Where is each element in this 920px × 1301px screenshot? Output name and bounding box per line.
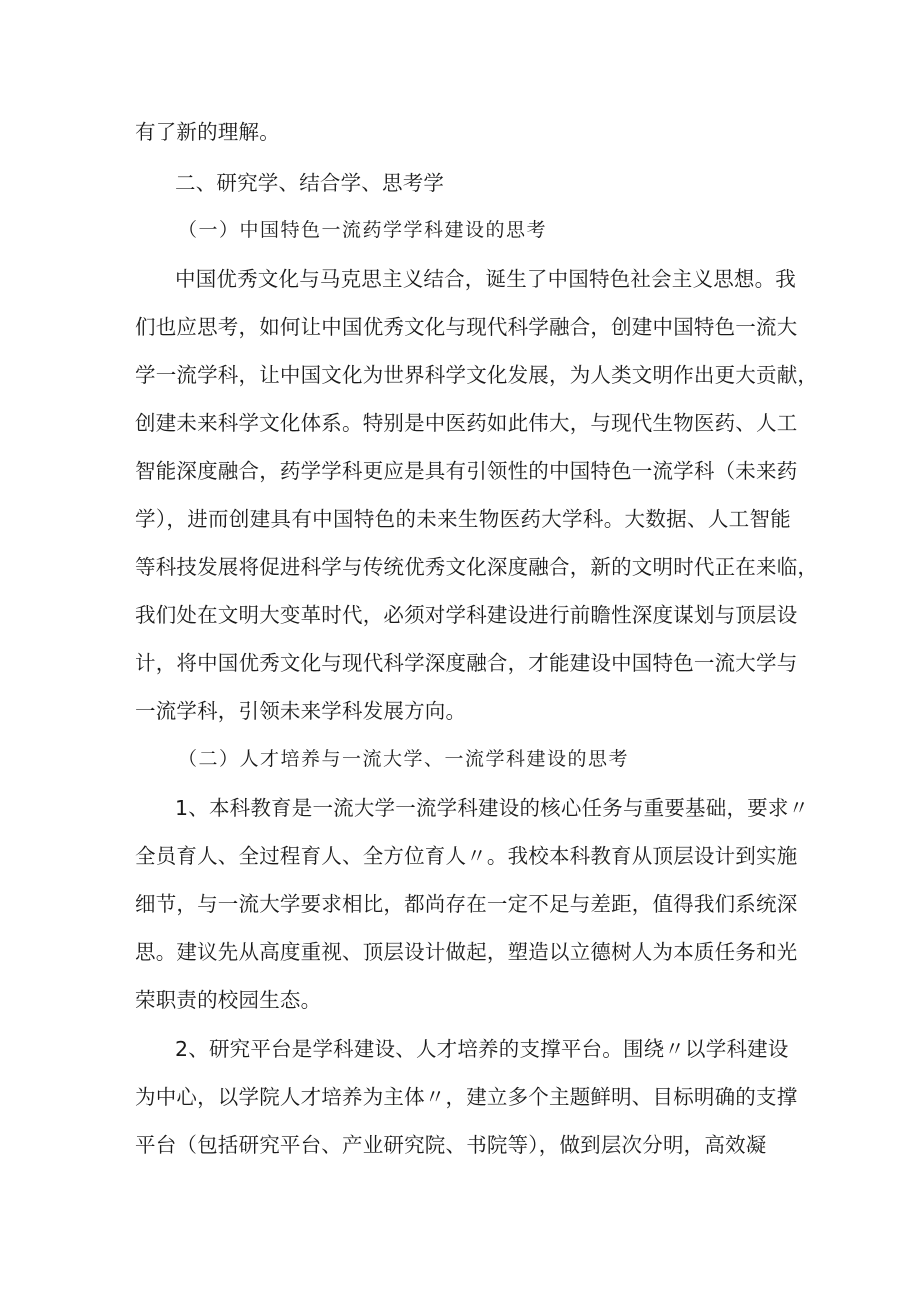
- paragraph-line: 创建未来科学文化体系。特别是中医药如此伟大，与现代生物医药、人工: [135, 411, 798, 435]
- paragraph-line: 学），进而创建具有中国特色的未来生物医药大学科。大数据、人工智能: [135, 507, 791, 531]
- paragraph-line: 有了新的理解。: [135, 120, 280, 144]
- paragraph-line: 全员育人、全过程育人、全方位育人〃。我校本科教育从顶层设计到实施: [135, 844, 798, 868]
- paragraph-line: 思。建议先从高度重视、顶层设计做起，塑造以立德树人为本质任务和光: [135, 940, 798, 964]
- paragraph-line: 2、研究平台是学科建设、人才培养的支撑平台。围绕〃以学科建设: [175, 1037, 789, 1061]
- section-heading: 二、研究学、结合学、思考学: [175, 171, 445, 195]
- paragraph-line: 我们处在文明大变革时代，必须对学科建设进行前瞻性深度谋划与顶层设: [135, 603, 798, 627]
- paragraph-line: 计，将中国优秀文化与现代科学深度融合，才能建设中国特色一流大学与: [135, 651, 798, 675]
- paragraph-line: 智能深度融合，药学学科更应是具有引领性的中国特色一流学科（未来药: [135, 459, 798, 483]
- paragraph-line: 为中心，以学院人才培养为主体〃，建立多个主题鲜明、目标明确的支撑: [135, 1085, 798, 1109]
- paragraph-line: 细节，与一流大学要求相比，都尚存在一定不足与差距，值得我们系统深: [135, 892, 798, 916]
- paragraph-line: 等科技发展将促进科学与传统优秀文化深度融合，新的文明时代正在来临，: [135, 555, 819, 579]
- paragraph-line: 1、本科教育是一流大学一流学科建设的核心任务与重要基础，要求〃: [175, 796, 810, 820]
- paragraph-line: 荣职责的校园生态。: [135, 988, 322, 1012]
- subsection-heading: （一）中国特色一流药学学科建设的思考: [178, 219, 548, 241]
- paragraph-line: 一流学科，引领未来学科发展方向。: [135, 699, 467, 723]
- subsection-heading: （二）人才培养与一流大学、一流学科建设的思考: [178, 748, 630, 770]
- paragraph-line: 学一流学科，让中国文化为世界科学文化发展，为人类文明作出更大贡献，: [135, 363, 819, 387]
- paragraph-line: 中国优秀文化与马克思主义结合，诞生了中国特色社会主义思想。我: [175, 267, 796, 291]
- paragraph-line: 们也应思考，如何让中国优秀文化与现代科学融合，创建中国特色一流大: [135, 315, 798, 339]
- paragraph-line: 平台（包括研究平台、产业研究院、书院等），做到层次分明，高效凝: [135, 1133, 767, 1157]
